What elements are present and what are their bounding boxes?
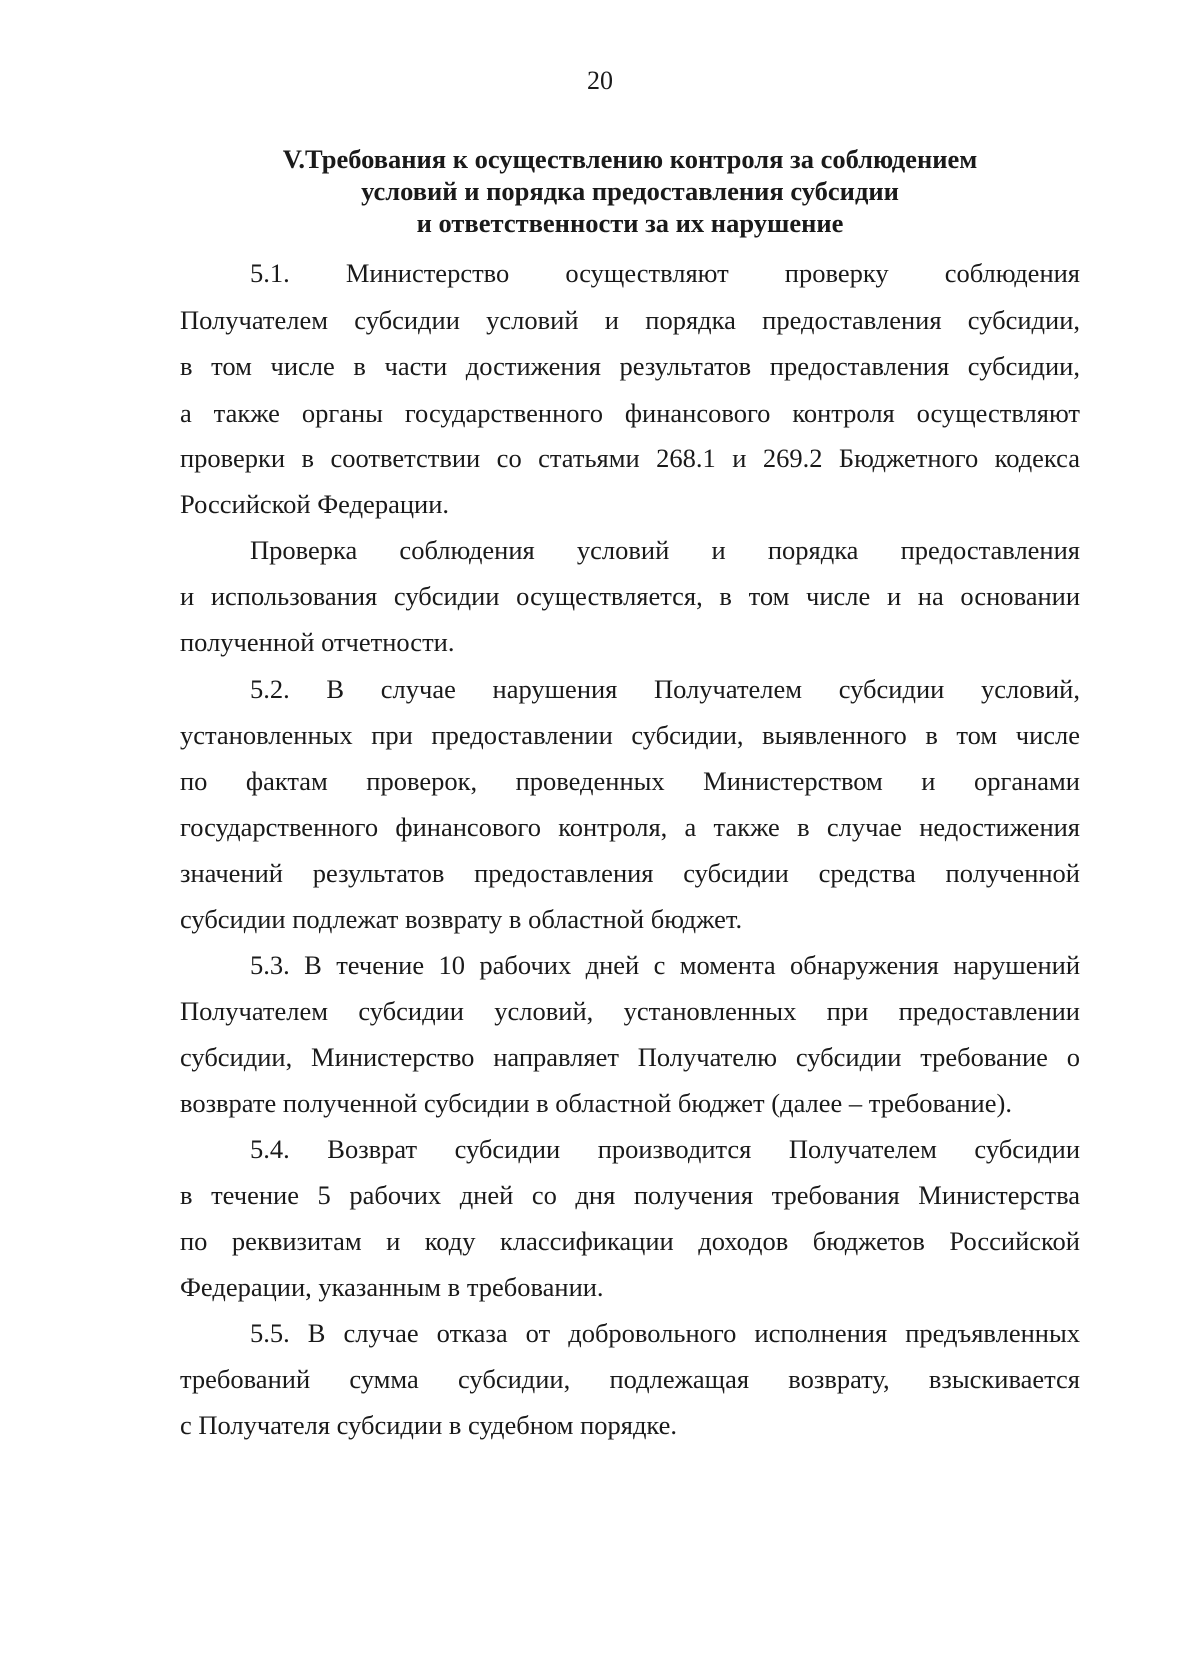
paragraph-5-1-line: Получателем субсидии условий и порядка предоставления субсидии, (180, 305, 1080, 335)
paragraph-5-2-line: субсидии подлежат возврату в областной бюджет. (180, 904, 743, 934)
paragraph-5-3-line: возврате полученной субсидии в областной бюджет (далее – требование). (180, 1088, 1012, 1118)
heading-line: V.Требования к осуществлению контроля за соблюдением (282, 144, 978, 174)
page-number: 20 (587, 66, 613, 95)
heading-line: и ответственности за их нарушение (416, 208, 844, 238)
section-heading (180, 143, 1080, 239)
paragraph-5-2-line: значений результатов предоставления субсидии средства полученной (180, 858, 1080, 888)
paragraph-5-1-line: проверки в соответствии со статьями 268.1 и 269.2 Бюджетного кодекса (180, 443, 1080, 473)
paragraph-5-2-line: государственного финансового контроля, а также в случае недостижения (180, 812, 1080, 842)
paragraph-5-1-line: в том числе в части достижения результатов предоставления субсидии, (180, 351, 1080, 381)
paragraph-check-line: Проверка соблюдения условий и порядка предоставления (250, 535, 1080, 565)
paragraph-5-3-line: Получателем субсидии условий, установленных при предоставлении (180, 996, 1080, 1026)
paragraph-5-5-line: требований сумма субсидии, подлежащая возврату, взыскивается (180, 1364, 1080, 1394)
paragraph-5-1-line: Российской Федерации. (180, 489, 449, 519)
paragraph-5-3-line: субсидии, Министерство направляет Получателю субсидии требование о (180, 1042, 1080, 1072)
paragraph-5-2-line: установленных при предоставлении субсидии, выявленного в том числе (180, 720, 1080, 750)
paragraph-5-1-line: 5.1. Министерство осуществляют проверку соблюдения (250, 258, 1080, 288)
paragraph-5-5-line: с Получателя субсидии в судебном порядке. (180, 1410, 678, 1440)
paragraph-5-4-line: по реквизитам и коду классификации доходов бюджетов Российской (180, 1226, 1080, 1256)
paragraph-5-4-line: 5.4. Возврат субсидии производится Получателем субсидии (250, 1134, 1080, 1164)
heading-line: условий и порядка предоставления субсидии (361, 176, 899, 206)
paragraph-5-2-line: по фактам проверок, проведенных Министерством и органами (180, 766, 1080, 796)
paragraph-5-1-line: а также органы государственного финансового контроля осуществляют (180, 398, 1080, 428)
paragraph-5-3-line: 5.3. В течение 10 рабочих дней с момента обнаружения нарушений (250, 950, 1080, 980)
paragraph-5-4-line: в течение 5 рабочих дней со дня получения требования Министерства (180, 1180, 1080, 1210)
paragraph-5-2-line: 5.2. В случае нарушения Получателем субсидии условий, (250, 674, 1080, 704)
paragraph-check-line: полученной отчетности. (180, 627, 455, 657)
paragraph-5-4-line: Федерации, указанным в требовании. (180, 1272, 604, 1302)
paragraph-5-5-line: 5.5. В случае отказа от добровольного исполнения предъявленных (250, 1318, 1080, 1348)
paragraph-check-line: и использования субсидии осуществляется, в том числе и на основании (180, 581, 1080, 611)
